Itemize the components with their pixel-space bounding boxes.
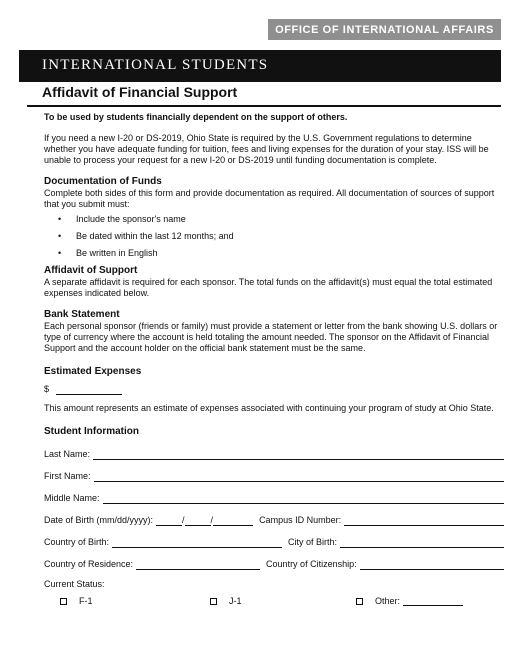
- office-label: OFFICE OF INTERNATIONAL AFFAIRS: [275, 23, 494, 36]
- dob-separator: /: [182, 515, 185, 525]
- expenses-heading: Estimated Expenses: [44, 366, 142, 377]
- intro-body: If you need a new I-20 or DS-2019, Ohio State is required by the U.S. Government regulations to determine whether you have adequate funding for tuition, fees and living expenses for the duration of your stay. ISS will be unable to process your request for a new I-20 or DS-2019 until funding documentation is complete.: [44, 133, 489, 165]
- last-name-row: [44, 448, 504, 460]
- last-name-field[interactable]: [93, 451, 504, 460]
- status-option-other[interactable]: [356, 596, 463, 607]
- first-name-label: First Name:: [44, 471, 91, 481]
- first-name-row: [44, 470, 504, 482]
- document-title: Affidavit of Financial Support: [42, 84, 238, 100]
- dob-year-field[interactable]: [210, 515, 253, 526]
- country-birth-label: Country of Birth:: [44, 537, 110, 547]
- last-name-label: Last Name:: [44, 449, 91, 459]
- list-item: • Be written in English: [44, 248, 504, 259]
- country-citizenship-label: Country of Citizenship:: [266, 559, 357, 569]
- expenses-amount-row: [44, 384, 504, 395]
- affidavit-heading: Affidavit of Support: [44, 265, 138, 276]
- checkbox-icon[interactable]: [60, 598, 67, 605]
- campus-id-field[interactable]: [344, 517, 504, 526]
- dob-label: Date of Birth (mm/dd/yyyy):: [44, 515, 154, 525]
- intro-lead: To be used by students financially dependent on the support of others.: [44, 112, 348, 122]
- checkbox-icon[interactable]: [210, 598, 217, 605]
- checkbox-icon[interactable]: [356, 598, 363, 605]
- country-citizenship-field[interactable]: [360, 561, 504, 570]
- status-option-f1[interactable]: [60, 596, 210, 607]
- title-rule: [27, 105, 501, 107]
- city-birth-label: City of Birth:: [288, 537, 338, 547]
- option-label: F-1: [79, 596, 93, 606]
- middle-name-field[interactable]: [103, 495, 504, 504]
- documentation-list: [44, 214, 504, 259]
- status-options: [44, 596, 504, 607]
- country-residence-field[interactable]: [136, 561, 260, 570]
- option-label: Other:: [375, 596, 401, 606]
- option-label: J-1: [229, 596, 242, 606]
- dob-month-field[interactable]: [156, 517, 182, 526]
- city-birth-field[interactable]: [340, 539, 504, 548]
- other-status-field[interactable]: [403, 597, 463, 606]
- current-status-row: [44, 578, 504, 590]
- birth-row: [44, 536, 504, 548]
- middle-name-row: [44, 492, 504, 504]
- middle-name-label: Middle Name:: [44, 493, 100, 503]
- residence-row: [44, 558, 504, 570]
- office-banner: [268, 19, 501, 40]
- campus-id-label: Campus ID Number:: [259, 515, 342, 525]
- documentation-body: Complete both sides of this form and provide documentation as required. All documentation of sources of support that you submit must:: [44, 188, 495, 209]
- current-status-label: Current Status:: [44, 579, 105, 589]
- band-title: INTERNATIONAL STUDENTS: [42, 57, 269, 73]
- list-item: • Include the sponsor's name: [44, 214, 504, 225]
- expenses-amount-field[interactable]: [56, 386, 122, 395]
- list-item: • Be dated within the last 12 months; and: [44, 231, 504, 242]
- currency-symbol: $: [44, 384, 50, 394]
- status-option-j1[interactable]: [210, 596, 356, 607]
- bank-heading: Bank Statement: [44, 309, 120, 320]
- country-residence-label: Country of Residence:: [44, 559, 134, 569]
- form-content: [44, 112, 504, 607]
- dob-separator: /: [210, 515, 214, 525]
- first-name-field[interactable]: [94, 473, 504, 482]
- expenses-note: This amount represents an estimate of expenses associated with continuing your program of study at Ohio State.: [44, 403, 494, 413]
- dob-day-field[interactable]: [185, 517, 211, 526]
- dob-row: [44, 514, 504, 526]
- documentation-heading: Documentation of Funds: [44, 176, 162, 187]
- bank-body: Each personal sponsor (friends or family) must provide a statement or letter from the bank showing U.S. dollars or type of currency where the account is held totaling the amount needed. The sponsor on the Affidavit of Financial Support and the account holder on the official bank statement must be the same.: [44, 321, 498, 353]
- country-birth-field[interactable]: [112, 539, 282, 548]
- affidavit-body: A separate affidavit is required for each sponsor. The total funds on the affidavit(s) must equal the total estimated expenses indicated below.: [44, 277, 493, 298]
- student-heading: Student Information: [44, 426, 139, 437]
